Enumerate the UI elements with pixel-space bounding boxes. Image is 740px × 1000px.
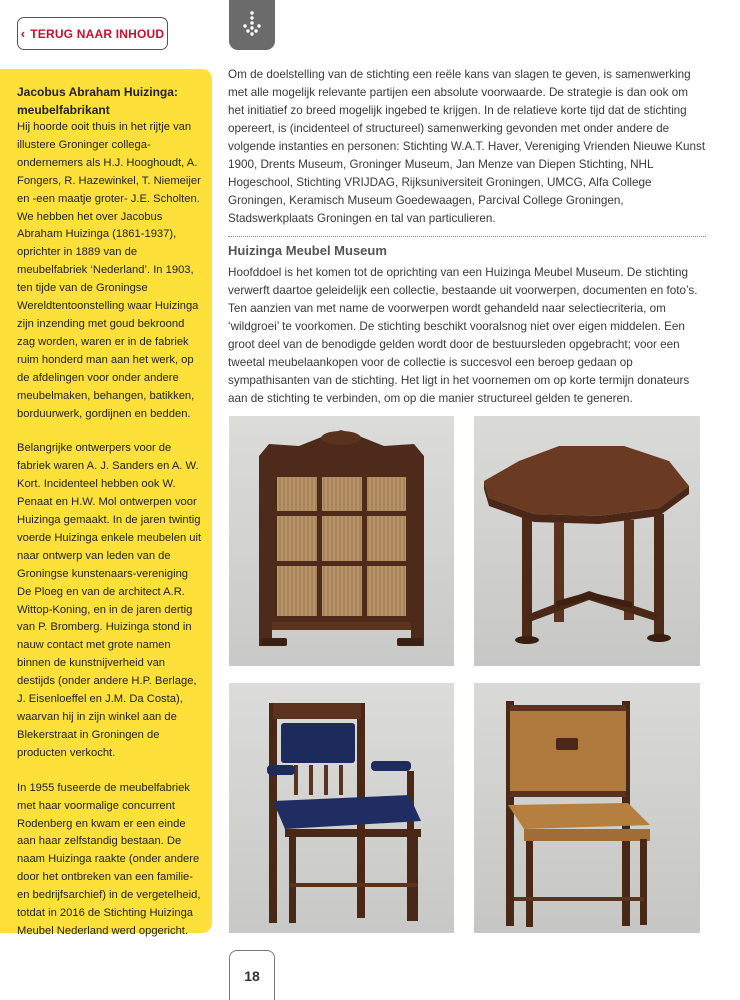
sidebar-paragraph-1: Hij hoorde ooit thuis in het rijtje van illustere Groninger collega-ondernemers als H.J. Hooghoudt, A. Fongers, R. Hazewinkel, T. Niemeijer en -een maatje groter- J.E. Scholten. We hebben het over Jacobus Abraham Huizinga (1861-1937), oprichter in 1889 van de meubelfabriek ‘Nederland’. In 1903, ten tijde van de Groningse Wereldtentoonstelling waar Huizinga zijn inzending met goud bekroond zag worden, waren er in de fabriek ruim honderd man aan het werk, op de afdelingen voor onder andere meubelmaken, behangen, batikken, borduurwerk, gordijnen en bedden. xyxy=(17,121,201,420)
page-number: 18 xyxy=(229,950,275,1000)
main-content xyxy=(228,66,706,408)
section-heading: Huizinga Meubel Museum xyxy=(228,243,387,258)
back-to-contents-button[interactable] xyxy=(17,17,168,50)
sidebar-title: Jacobus Abraham Huizinga: meubelfabrikant xyxy=(17,85,178,117)
back-to-contents-label: TERUG NAAR INHOUD xyxy=(30,26,165,41)
sidebar-paragraph-2: Belangrijke ontwerpers voor de fabriek waren A. J. Sanders en A. W. Kort. Incidenteel hebben ook W. Penaat en H.W. Mol ontwerpen voor Huizinga gemaakt. In de jaren twintig voerde Huizinga enkele meubelen uit naar ontwerp van leden van de Groningse kunstenaars-vereniging De Ploeg en van de architect A.R. Wittop-Koning, en in de jaren dertig van P. Bromberg. Huizinga stond in nauw contact met grote namen binnen de kunstnijverheid van destijds (onder andere H.P. Berlage, J. Eisenloeffel en J.M. Da Costa), waarvan hij in zijn winkel aan de Blekerstraat in Groningen de producten verkocht. xyxy=(17,442,202,759)
photo-octagonal-table xyxy=(474,416,700,666)
chevron-left-icon: ‹ xyxy=(20,26,26,41)
section-divider xyxy=(228,236,706,237)
section-paragraph: Hoofddoel is het komen tot de oprichting van een Huizinga Meubel Museum. De stichting verwerft daartoe geleidelijk een collectie, bestaande uit voorwerpen, documenten en foto’s. Ten aanzien van met name de voorwerpen wordt gehandeld naar selectiecriteria, om ‘wildgroei’ te voorkomen. De stichting beschikt vooralsnog niet over eigen middelen. Een groot deel van de benodigde gelden wordt door de bestuursleden opgebracht; voor een tweetal meubelaankopen voor de collectie is succesvol een beroep gedaan op sympathisanten van de stichting. Het ligt in het voornemen om op korte termijn donateurs aan de stichting te verbinden, om op die manier structureel gelden te generen. xyxy=(228,266,698,405)
sidebar-biography xyxy=(0,69,212,937)
sidebar-paragraph-3: In 1955 fuseerde de meubelfabriek met haar voormalige concurrent Rodenberg en kwam er een einde aan haar zelfstandig bestaan. De naam Huizinga raakte (onder andere door het ontbreken van een familie- en bedrijfsarchief) in de vergetelheid, totdat in 2016 de Stichting Huizinga Meubel Nederland werd opgericht. xyxy=(17,781,201,937)
photo-fire-screen xyxy=(229,416,454,666)
dotted-arrow-down-icon xyxy=(240,10,264,40)
top-nav-tab[interactable] xyxy=(229,0,275,50)
intro-paragraph: Om de doelstelling van de stichting een reële kans van slagen te geven, is samenwerking met alle mogelijk relevante partijen een absolute voorwaarde. De strategie is dan ook om het initiatief zo breed mogelijk ingebed te krijgen. In de relatieve korte tijd dat de stichting opereert, is (incidenteel of structureel) samenwerking gevonden met onder andere de volgende instanties en personen: Stichting W.A.T. Haver, Vereniging Vrienden Nieuwe Kunst 1900, Drents Museum, Groninger Museum, Jan Menze van Diepen Stichting, NHL Hogeschool, Stichting VRIJDAG, Rijksuniversiteit Groningen, UMCG, Alfa College Groningen, Keramisch Museum Goedewaagen, Parcival College Groningen, Stadswerkplaats Groningen en tal van particulieren. xyxy=(228,68,706,225)
photo-chair xyxy=(474,683,700,933)
photo-armchair xyxy=(229,683,454,933)
